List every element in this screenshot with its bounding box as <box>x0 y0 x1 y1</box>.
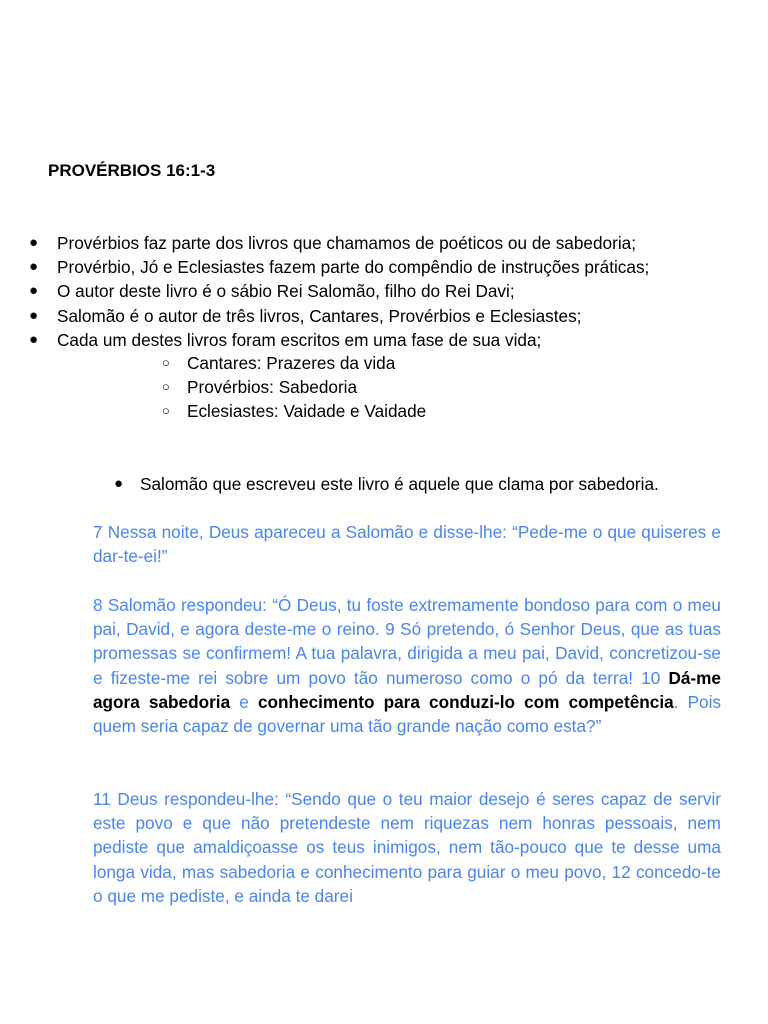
bullet-icon: ● <box>29 258 39 276</box>
main-bullet-list <box>0 231 768 352</box>
highlight-text: Dá-me agora sabedoria <box>93 667 721 712</box>
sub-list-item-text: Provérbios: Sabedoria <box>187 377 358 398</box>
list-item-text: O autor deste livro é o sábio Rei Salomão, filho do Rei Davi; <box>57 281 515 302</box>
bullet-icon: ● <box>114 475 124 492</box>
sub-list-item-text: Eclesiastes: Vaidade e Vaidade <box>187 401 427 422</box>
list-item-text: Provérbios faz parte dos livros que chamamos de poéticos ou de sabedoria; <box>57 233 636 253</box>
sub-list-item-text: Cantares: Prazeres da vida <box>187 353 396 373</box>
verse-text: . Pois quem seria capaz de governar uma tão grande nação como esta?” <box>93 691 721 737</box>
list-item <box>0 304 768 328</box>
highlight-text: conhecimento para conduzi-lo com competência <box>257 691 674 712</box>
bullet-icon: ● <box>29 306 39 324</box>
list-item <box>0 255 768 279</box>
bullet-icon: ● <box>29 330 39 348</box>
circle-bullet-icon: ○ <box>162 379 170 395</box>
list-item-text: Provérbio, Jó e Eclesiastes fazem parte do compêndio de instruções práticas; <box>57 257 650 278</box>
page-title: PROVÉRBIOS 16:1-3 <box>48 161 216 180</box>
sub-list-item <box>0 375 768 399</box>
sub-list-item <box>0 399 768 423</box>
verse-passage-11-12: 11 Deus respondeu-lhe: “Sendo que o teu maior desejo é seres capaz de servir este povo e que não pretendeste nem riquezas nem honras pessoais, nem pediste que amaldiçoasse os teus inimigos, nem tão-pouco que te desse uma longa vida, mas sabedoria e conhecimento para guiar o meu povo, 12 concedo-te o que me pediste, e ainda te darei <box>93 789 721 906</box>
verse-passage-7: 7 Nessa noite, Deus apareceu a Salomão e disse-lhe: “Pede-me o que quiseres e dar-te-ei!” <box>93 522 721 567</box>
list-item-text: Salomão é o autor de três livros, Cantares, Provérbios e Eclesiastes; <box>57 305 582 326</box>
list-item-text: Cada um destes livros foram escritos em uma fase de sua vida; <box>57 329 542 350</box>
sub-bullet-list <box>0 351 768 424</box>
verse-passage-8-10 <box>93 593 721 738</box>
list-item <box>0 328 768 352</box>
circle-bullet-icon: ○ <box>162 355 170 370</box>
bullet-icon: ● <box>29 234 39 251</box>
bullet-icon: ● <box>29 282 39 300</box>
verse-text: e <box>230 691 258 712</box>
second-bullet-text: Salomão que escreveu este livro é aquele que clama por sabedoria. <box>140 474 659 494</box>
list-item <box>0 231 768 255</box>
verse-text: 8 Salomão respondeu: “Ó Deus, tu foste extremamente bondoso para com o meu pai, David, e agora deste-me o reino. 9 Só pretendo, ó Senhor Deus, que as tuas promessas se confirmem! A tua palavra, dirigida a meu pai, David, concretizou-se e fizeste-me rei sobre um povo tão numeroso como o pó da terra! 10 <box>93 595 721 688</box>
list-item <box>0 279 768 303</box>
circle-bullet-icon: ○ <box>162 403 170 419</box>
sub-list-item <box>0 351 768 375</box>
